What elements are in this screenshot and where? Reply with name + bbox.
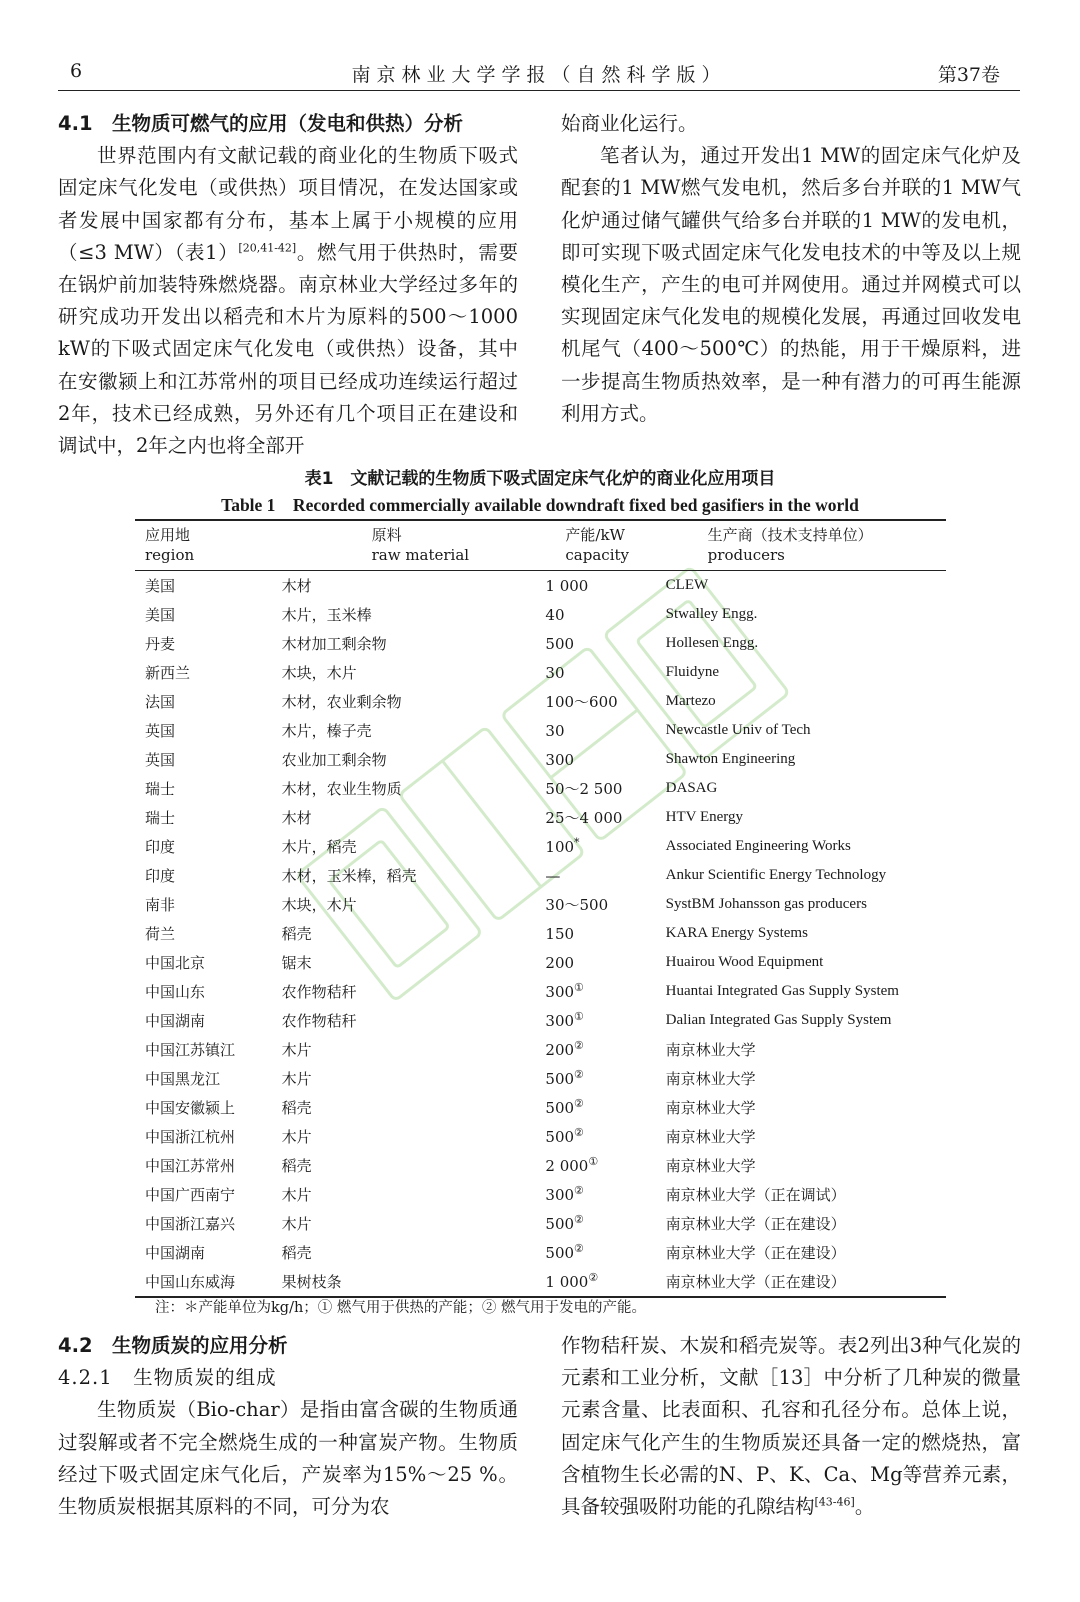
cell-region: 中国江苏常州 bbox=[145, 1157, 236, 1175]
cell-region: 英国 bbox=[145, 751, 176, 769]
left-column-top bbox=[58, 108, 518, 462]
table-row bbox=[135, 658, 946, 687]
header-region: 应用地 region bbox=[135, 520, 282, 571]
cell-region: 中国安徽颍上 bbox=[145, 1099, 236, 1117]
cell-material: 稻壳 bbox=[281, 1099, 312, 1117]
capacity-footnote-mark: ① bbox=[588, 1154, 599, 1168]
table-row bbox=[135, 745, 946, 774]
cell-producer: 南京林业大学 bbox=[665, 1072, 756, 1088]
paragraph-gasification-power: 世界范围内有文献记载的商业化的生物质下吸式固定床气化发电（或供热）项目情况，在发达国家或者发展中国家都有分布，基本上属于小规模的应用（≤3 MW）（表1）[20,41-42]。燃气用于供热时，需要在锅炉前加装特殊燃烧器。南京林业大学经过多年的研究成功开发出以稻壳和木片为原料的500～1000 kW的下吸式固定床气化发电（或供热）设备，其中在安徽颍上和江苏常州的项目已经成功连续运行超过2年，技术已经成熟，另外还有几个项目正在建设和调试中，2年之内也将全部开 bbox=[58, 144, 518, 458]
cell-region: 中国浙江嘉兴 bbox=[145, 1215, 236, 1233]
table-row bbox=[135, 861, 946, 890]
cell-material: 木材 bbox=[281, 577, 312, 595]
cell-region: 中国湖南 bbox=[145, 1244, 206, 1262]
cell-material: 木片 bbox=[281, 1215, 312, 1233]
table-row bbox=[135, 1238, 946, 1267]
cell-producer: 南京林业大学（正在调试） bbox=[665, 1188, 846, 1204]
cell-producer: Newcastle Univ of Tech bbox=[665, 722, 811, 738]
journal-title: 南京林业大学学报（自然科学版） bbox=[351, 64, 727, 86]
cell-material: 稻壳 bbox=[281, 1157, 312, 1175]
left-column-bottom bbox=[58, 1330, 518, 1523]
table-row bbox=[135, 1180, 946, 1209]
cell-material: 木片，稻壳 bbox=[281, 838, 357, 856]
cell-capacity: 1 000② bbox=[545, 1267, 665, 1297]
table-row bbox=[135, 774, 946, 803]
volume-label: 第37卷 bbox=[937, 64, 1000, 86]
cell-capacity: 200② bbox=[545, 1038, 584, 1059]
cell-region: 新西兰 bbox=[145, 664, 191, 682]
cell-region: 印度 bbox=[145, 867, 176, 885]
table-row bbox=[135, 1035, 946, 1064]
cell-region: 瑞士 bbox=[145, 809, 176, 827]
cell-capacity: 50～2 500 bbox=[545, 780, 623, 798]
capacity-footnote-mark: ② bbox=[574, 1212, 584, 1226]
cell-producer: 南京林业大学 bbox=[665, 1130, 756, 1146]
cell-capacity: 300② bbox=[545, 1183, 584, 1204]
capacity-footnote-mark: ② bbox=[574, 1183, 584, 1197]
cell-material: 木块，木片 bbox=[281, 896, 357, 914]
cell-region: 中国江苏镇江 bbox=[145, 1041, 236, 1059]
citation[interactable]: [20,41-42] bbox=[238, 241, 297, 255]
table-row bbox=[135, 832, 946, 861]
cell-producer: 南京林业大学 bbox=[665, 1159, 756, 1175]
cell-material: 木片 bbox=[281, 1041, 312, 1059]
paragraph-continuation: 始商业化运行。 bbox=[561, 112, 698, 135]
cell-capacity: 300 bbox=[545, 750, 575, 769]
cell-producer: Shawton Engineering bbox=[665, 751, 796, 767]
cell-producer: 南京林业大学（正在建设） bbox=[665, 1217, 846, 1233]
cell-material: 锯末 bbox=[281, 954, 312, 972]
cell-material: 木片，玉米棒 bbox=[281, 606, 372, 624]
cell-region: 印度 bbox=[145, 838, 176, 856]
cell-region: 丹麦 bbox=[145, 635, 176, 653]
citation[interactable]: [43-46] bbox=[814, 1495, 855, 1509]
table-row bbox=[135, 1209, 946, 1238]
paragraph-author-view: 笔者认为，通过开发出1 MW的固定床气化炉及配套的1 MW燃气发电机，然后多台并联的1 MW气化炉通过储气罐供气给多台并联的1 MW的发电机，即可实现下吸式固定床气化发电技术的中等及以上规模化生产，产生的电可并网使用。通过并网模式可以实现固定床气化发电的规模化发展，再通过回收发电机尾气（400～500℃）的热能，用于干燥原料，进一步提高生物质热效率，是一种有潜力的可再生能源利用方式。 bbox=[561, 144, 1021, 425]
page-number: 6 bbox=[70, 60, 83, 82]
cell-material: 木片 bbox=[281, 1128, 312, 1146]
cell-capacity: 200 bbox=[545, 953, 575, 972]
cell-material: 农作物秸秆 bbox=[281, 1012, 357, 1030]
cell-material: 木材，农业生物质 bbox=[281, 780, 402, 798]
paragraph-biochar-continued: 作物秸秆炭、木炭和稻壳炭等。表2列出3种气化炭的元素和工业分析，文献［13］中分析了几种炭的微量元素含量、比表面积、孔容和孔径分布。总体上说，固定床气化产生的生物质炭还具备一定的燃烧热，富含植物生长必需的N、P、K、Ca、Mg等营养元素，具备较强吸附功能的孔隙结构[43-46]。 bbox=[561, 1334, 1021, 1519]
cell-producer: Huantai Integrated Gas Supply System bbox=[665, 983, 899, 999]
cell-capacity: 500② bbox=[545, 1096, 584, 1117]
running-header bbox=[58, 56, 1020, 91]
header-producers: 生产商（技术支持单位） producers bbox=[666, 520, 946, 571]
cell-region: 中国山东威海 bbox=[135, 1267, 282, 1297]
cell-producer: CLEW bbox=[665, 577, 709, 593]
capacity-footnote-mark: ② bbox=[588, 1270, 599, 1284]
table-row bbox=[135, 948, 946, 977]
cell-capacity: 500② bbox=[545, 1125, 584, 1146]
cell-capacity: 30 bbox=[545, 663, 565, 682]
cell-producer: HTV Energy bbox=[665, 809, 744, 825]
cell-material: 木块，木片 bbox=[281, 664, 357, 682]
capacity-footnote-mark: ② bbox=[574, 1096, 584, 1110]
cell-material: 稻壳 bbox=[281, 1244, 312, 1262]
cell-capacity: 1 000 bbox=[545, 576, 589, 595]
cell-capacity: 2 000① bbox=[545, 1154, 599, 1175]
capacity-footnote-mark: ② bbox=[574, 1067, 584, 1081]
cell-region: 中国黑龙江 bbox=[145, 1070, 221, 1088]
cell-region: 法国 bbox=[145, 693, 176, 711]
cell-capacity: — bbox=[545, 866, 561, 885]
capacity-footnote-mark: ② bbox=[574, 1241, 584, 1255]
header-material: 原料 raw material bbox=[282, 520, 546, 571]
cell-producer: 南京林业大学 bbox=[665, 1101, 756, 1117]
cell-producer: DASAG bbox=[665, 780, 718, 796]
table-caption-en: Table 1 Recorded commercially available downdraft fixed bed gasifiers in the world bbox=[221, 495, 859, 515]
table-row bbox=[135, 1267, 946, 1297]
table-row bbox=[135, 1093, 946, 1122]
table-row bbox=[135, 571, 946, 601]
subsection-heading-4-2-1: 4.2.1 生物质炭的组成 bbox=[58, 1366, 277, 1390]
cell-producer: Ankur Scientific Energy Technology bbox=[665, 867, 887, 883]
cell-material: 木材，玉米棒，稻壳 bbox=[281, 867, 417, 885]
cell-capacity: 500② bbox=[545, 1067, 584, 1088]
cell-region: 瑞士 bbox=[145, 780, 176, 798]
cell-producer: Associated Engineering Works bbox=[665, 838, 851, 854]
section-heading-4-1: 4.1 生物质可燃气的应用（发电和供热）分析 bbox=[58, 112, 464, 135]
cell-region: 英国 bbox=[145, 722, 176, 740]
cell-capacity: 40 bbox=[545, 605, 565, 624]
table-body bbox=[135, 571, 946, 1298]
cell-capacity: 300① bbox=[545, 980, 584, 1001]
capacity-footnote-mark: * bbox=[574, 835, 580, 849]
table-row bbox=[135, 977, 946, 1006]
table-row bbox=[135, 1151, 946, 1180]
cell-producer: Dalian Integrated Gas Supply System bbox=[665, 1012, 892, 1028]
cell-material: 木片，榛子壳 bbox=[281, 722, 372, 740]
table-row bbox=[135, 890, 946, 919]
table-row bbox=[135, 1122, 946, 1151]
cell-capacity: 100～600 bbox=[545, 693, 618, 711]
cell-capacity: 25～4 000 bbox=[545, 809, 623, 827]
table-row bbox=[135, 803, 946, 832]
table-header-row bbox=[135, 520, 946, 571]
cell-producer: Martezo bbox=[665, 693, 716, 709]
cell-region: 中国浙江杭州 bbox=[145, 1128, 236, 1146]
table-note: 注：＊产能单位为kg/h；① 燃气用于供热的产能；② 燃气用于发电的产能。 bbox=[155, 1300, 647, 1316]
table-row bbox=[135, 600, 946, 629]
cell-producer: 南京林业大学（正在建设） bbox=[666, 1267, 946, 1297]
capacity-footnote-mark: ① bbox=[574, 980, 584, 994]
cell-region: 中国北京 bbox=[145, 954, 206, 972]
cell-region: 美国 bbox=[145, 577, 176, 595]
cell-material: 木材加工剩余物 bbox=[281, 635, 387, 653]
cell-capacity: 150 bbox=[545, 924, 575, 943]
cell-producer: Fluidyne bbox=[665, 664, 720, 680]
cell-region: 荷兰 bbox=[145, 925, 176, 943]
commercial-gasifier-table bbox=[135, 519, 946, 1298]
capacity-footnote-mark: ② bbox=[574, 1125, 584, 1139]
cell-region: 美国 bbox=[145, 606, 176, 624]
cell-material: 稻壳 bbox=[281, 925, 312, 943]
cell-region: 南非 bbox=[145, 896, 176, 914]
cell-material: 木片 bbox=[281, 1070, 312, 1088]
cell-capacity: 30～500 bbox=[545, 896, 609, 914]
cell-capacity: 500② bbox=[545, 1212, 584, 1233]
cell-capacity: 300① bbox=[545, 1009, 584, 1030]
cell-capacity: 100* bbox=[545, 835, 580, 856]
capacity-footnote-mark: ① bbox=[574, 1009, 584, 1023]
table-row bbox=[135, 1064, 946, 1093]
cell-region: 中国湖南 bbox=[145, 1012, 206, 1030]
cell-producer: SystBM Johansson gas producers bbox=[665, 896, 867, 912]
table-caption-cn: 表1 文献记载的生物质下吸式固定床气化炉的商业化应用项目 bbox=[304, 469, 776, 489]
cell-producer: 南京林业大学（正在建设） bbox=[665, 1246, 846, 1262]
cell-material: 农业加工剩余物 bbox=[281, 751, 387, 769]
table-row bbox=[135, 919, 946, 948]
cell-producer: Hollesen Engg. bbox=[665, 635, 759, 651]
cell-material: 果树枝条 bbox=[282, 1267, 546, 1297]
table-row bbox=[135, 1006, 946, 1035]
cell-capacity: 500 bbox=[545, 634, 575, 653]
cell-capacity: 30 bbox=[545, 721, 565, 740]
cell-region: 中国广西南宁 bbox=[145, 1186, 236, 1204]
cell-material: 木片 bbox=[281, 1186, 312, 1204]
cell-producer: Huairou Wood Equipment bbox=[665, 954, 824, 970]
cell-region: 中国山东 bbox=[145, 983, 206, 1001]
right-column-bottom bbox=[561, 1330, 1021, 1523]
paragraph-biochar: 生物质炭（Bio-char）是指由富含碳的生物质通过裂解或者不完全燃烧生成的一种富炭产物。生物质经过下吸式固定床气化后，产炭率为15%～25 %。生物质炭根据其原料的不同，可分为农 bbox=[58, 1398, 518, 1519]
capacity-footnote-mark: ② bbox=[574, 1038, 584, 1052]
header-capacity: 产能/kW capacity bbox=[545, 520, 665, 571]
cell-material: 木材 bbox=[281, 809, 312, 827]
right-column-top bbox=[561, 108, 1021, 430]
cell-producer: Stwalley Engg. bbox=[665, 606, 758, 622]
table-row bbox=[135, 687, 946, 716]
cell-material: 木材，农业剩余物 bbox=[281, 693, 402, 711]
cell-material: 农作物秸秆 bbox=[281, 983, 357, 1001]
cell-capacity: 500② bbox=[545, 1241, 584, 1262]
table-row bbox=[135, 629, 946, 658]
cell-producer: KARA Energy Systems bbox=[665, 925, 808, 941]
section-heading-4-2: 4.2 生物质炭的应用分析 bbox=[58, 1334, 288, 1357]
cell-producer: 南京林业大学 bbox=[665, 1043, 756, 1059]
table-row bbox=[135, 716, 946, 745]
